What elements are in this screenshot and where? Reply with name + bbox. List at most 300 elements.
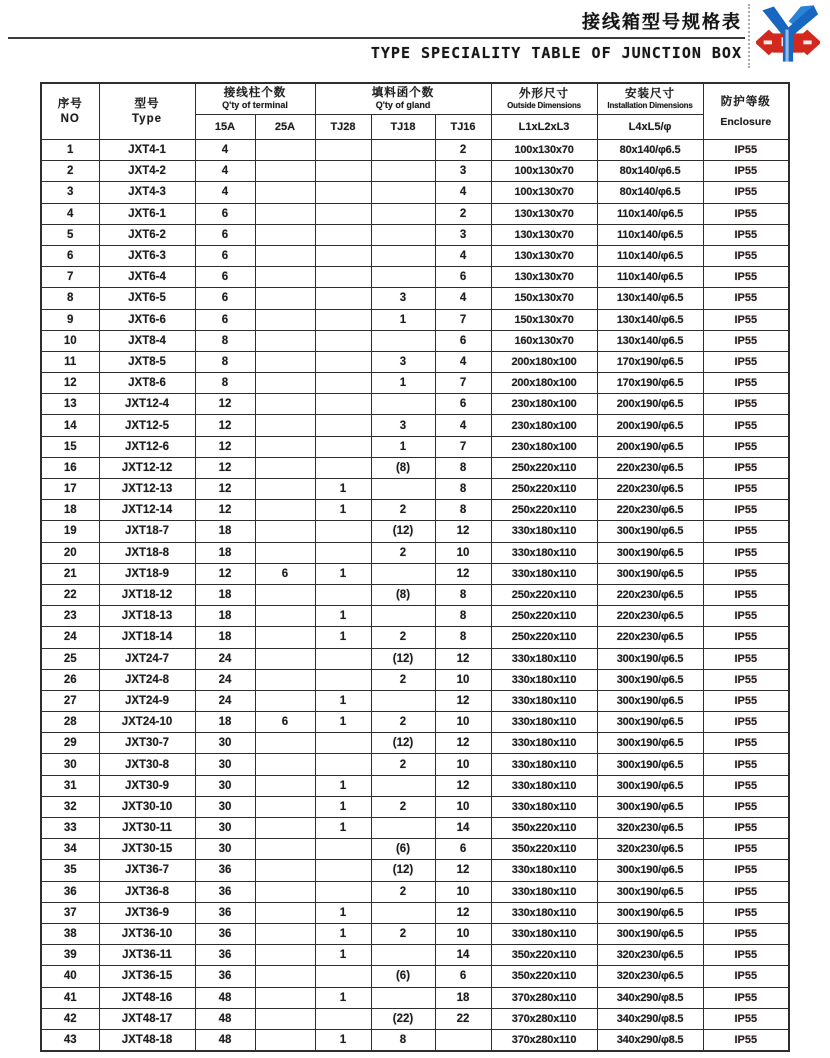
table-row — [41, 161, 789, 182]
table-row — [41, 733, 789, 754]
header-col-25a: 25A — [255, 115, 315, 140]
cell-outside-dim: 130x130x70 — [491, 203, 597, 224]
table-body — [41, 140, 789, 1052]
cell-install-dim: 220x230/φ6.5 — [597, 500, 703, 521]
table-row — [41, 563, 789, 584]
cell-15a: 36 — [195, 945, 255, 966]
cell-no: 9 — [41, 309, 99, 330]
cell-install-dim: 300x190/φ6.5 — [597, 648, 703, 669]
cell-install-dim: 110x140/φ6.5 — [597, 203, 703, 224]
cell-tj16: 12 — [435, 690, 491, 711]
cell-tj16: 18 — [435, 987, 491, 1008]
cell-enclosure: IP55 — [703, 415, 789, 436]
cell-15a: 8 — [195, 351, 255, 372]
cell-no: 19 — [41, 521, 99, 542]
cell-15a: 6 — [195, 288, 255, 309]
cell-enclosure: IP55 — [703, 267, 789, 288]
cell-25a: 6 — [255, 712, 315, 733]
cell-25a — [255, 479, 315, 500]
cell-enclosure: IP55 — [703, 182, 789, 203]
cell-tj16: 8 — [435, 627, 491, 648]
cell-install-dim: 130x140/φ6.5 — [597, 330, 703, 351]
cell-enclosure: IP55 — [703, 584, 789, 605]
cell-outside-dim: 330x180x110 — [491, 881, 597, 902]
cell-tj18 — [371, 161, 435, 182]
header-outside-en: Outside Dimensions — [507, 101, 581, 111]
cell-tj28 — [315, 966, 371, 987]
cell-enclosure: IP55 — [703, 902, 789, 923]
cell-tj18 — [371, 224, 435, 245]
cell-15a: 18 — [195, 521, 255, 542]
cell-type: JXT30-10 — [99, 796, 195, 817]
cell-no: 40 — [41, 966, 99, 987]
cell-enclosure: IP55 — [703, 754, 789, 775]
cell-outside-dim: 330x180x110 — [491, 775, 597, 796]
table-row — [41, 966, 789, 987]
cell-tj16: 3 — [435, 224, 491, 245]
cell-type: JXT6-1 — [99, 203, 195, 224]
cell-outside-dim: 230x180x100 — [491, 415, 597, 436]
cell-install-dim: 300x190/φ6.5 — [597, 690, 703, 711]
table-row — [41, 627, 789, 648]
table-row — [41, 584, 789, 605]
cell-outside-dim: 330x180x110 — [491, 521, 597, 542]
cell-tj16: 12 — [435, 860, 491, 881]
cell-outside-dim: 370x280x110 — [491, 987, 597, 1008]
cell-no: 14 — [41, 415, 99, 436]
cell-tj16: 10 — [435, 796, 491, 817]
table-row — [41, 839, 789, 860]
cell-tj18 — [371, 606, 435, 627]
cell-25a — [255, 690, 315, 711]
header-enclosure — [703, 83, 789, 140]
cell-install-dim: 220x230/φ6.5 — [597, 627, 703, 648]
cell-outside-dim: 150x130x70 — [491, 288, 597, 309]
cell-enclosure: IP55 — [703, 542, 789, 563]
header-outside-sub: L1xL2xL3 — [491, 115, 597, 140]
cell-outside-dim: 200x180x100 — [491, 351, 597, 372]
cell-tj16: 2 — [435, 203, 491, 224]
cell-enclosure: IP55 — [703, 1008, 789, 1029]
cell-no: 21 — [41, 563, 99, 584]
cell-type: JXT12-5 — [99, 415, 195, 436]
cell-15a: 8 — [195, 330, 255, 351]
cell-tj18 — [371, 182, 435, 203]
cell-25a — [255, 923, 315, 944]
cell-25a — [255, 1008, 315, 1029]
cell-type: JXT36-7 — [99, 860, 195, 881]
cell-15a: 6 — [195, 203, 255, 224]
cell-tj28 — [315, 351, 371, 372]
cell-enclosure: IP55 — [703, 881, 789, 902]
table-row — [41, 373, 789, 394]
cell-tj28 — [315, 245, 371, 266]
header-install-sub: L4xL5/φ — [597, 115, 703, 140]
cell-15a: 6 — [195, 224, 255, 245]
cell-enclosure: IP55 — [703, 479, 789, 500]
cell-no: 20 — [41, 542, 99, 563]
cell-outside-dim: 350x220x110 — [491, 966, 597, 987]
cell-tj16: 4 — [435, 415, 491, 436]
header-gland-group — [315, 83, 491, 115]
cell-enclosure: IP55 — [703, 457, 789, 478]
cell-25a — [255, 669, 315, 690]
cell-install-dim: 300x190/φ6.5 — [597, 775, 703, 796]
cell-no: 26 — [41, 669, 99, 690]
cell-tj18: 2 — [371, 500, 435, 521]
cell-tj18: 1 — [371, 373, 435, 394]
cell-install-dim: 220x230/φ6.5 — [597, 479, 703, 500]
cell-tj16: 8 — [435, 500, 491, 521]
cell-25a — [255, 203, 315, 224]
cell-tj16: 6 — [435, 394, 491, 415]
table-row — [41, 500, 789, 521]
table-row — [41, 1029, 789, 1051]
cell-no: 32 — [41, 796, 99, 817]
cell-tj28: 1 — [315, 627, 371, 648]
cell-no: 22 — [41, 584, 99, 605]
cell-tj28: 1 — [315, 712, 371, 733]
cell-no: 2 — [41, 161, 99, 182]
cell-install-dim: 300x190/φ6.5 — [597, 669, 703, 690]
cell-no: 23 — [41, 606, 99, 627]
cell-tj16: 10 — [435, 542, 491, 563]
cell-outside-dim: 330x180x110 — [491, 690, 597, 711]
cell-15a: 48 — [195, 1029, 255, 1051]
cell-tj16: 12 — [435, 902, 491, 923]
cell-enclosure: IP55 — [703, 245, 789, 266]
cell-tj18 — [371, 479, 435, 500]
company-logo-graphic — [756, 4, 820, 68]
cell-tj16: 7 — [435, 436, 491, 457]
cell-15a: 6 — [195, 245, 255, 266]
cell-tj28: 1 — [315, 796, 371, 817]
header-terminal-group — [195, 83, 315, 115]
cell-tj18 — [371, 394, 435, 415]
cell-tj28: 1 — [315, 479, 371, 500]
table-row — [41, 330, 789, 351]
cell-tj18: (6) — [371, 839, 435, 860]
cell-no: 11 — [41, 351, 99, 372]
cell-tj18 — [371, 203, 435, 224]
cell-15a: 36 — [195, 881, 255, 902]
cell-enclosure: IP55 — [703, 796, 789, 817]
cell-15a: 12 — [195, 394, 255, 415]
cell-type: JXT24-8 — [99, 669, 195, 690]
cell-install-dim: 200x190/φ6.5 — [597, 415, 703, 436]
cell-outside-dim: 130x130x70 — [491, 245, 597, 266]
cell-25a — [255, 606, 315, 627]
table-row — [41, 818, 789, 839]
cell-type: JXT30-11 — [99, 818, 195, 839]
cell-no: 38 — [41, 923, 99, 944]
cell-tj18 — [371, 330, 435, 351]
cell-tj16: 10 — [435, 754, 491, 775]
cell-tj18: 3 — [371, 351, 435, 372]
cell-25a — [255, 902, 315, 923]
cell-install-dim: 170x190/φ6.5 — [597, 351, 703, 372]
cell-type: JXT18-8 — [99, 542, 195, 563]
cell-no: 12 — [41, 373, 99, 394]
cell-install-dim: 220x230/φ6.5 — [597, 606, 703, 627]
cell-install-dim: 300x190/φ6.5 — [597, 902, 703, 923]
cell-tj16: 6 — [435, 966, 491, 987]
cell-enclosure: IP55 — [703, 775, 789, 796]
cell-enclosure: IP55 — [703, 373, 789, 394]
cell-tj18 — [371, 902, 435, 923]
cell-no: 6 — [41, 245, 99, 266]
cell-install-dim: 130x140/φ6.5 — [597, 309, 703, 330]
cell-type: JXT8-6 — [99, 373, 195, 394]
cell-enclosure: IP55 — [703, 733, 789, 754]
header-col-tj16: TJ16 — [435, 115, 491, 140]
cell-outside-dim: 250x220x110 — [491, 584, 597, 605]
cell-25a — [255, 309, 315, 330]
cell-15a: 30 — [195, 839, 255, 860]
cell-tj18 — [371, 245, 435, 266]
header-col-tj28: TJ28 — [315, 115, 371, 140]
cell-tj18: (6) — [371, 966, 435, 987]
logo-divider — [748, 4, 750, 68]
cell-15a: 18 — [195, 584, 255, 605]
cell-tj28 — [315, 542, 371, 563]
cell-25a — [255, 436, 315, 457]
cell-outside-dim: 250x220x110 — [491, 479, 597, 500]
cell-outside-dim: 370x280x110 — [491, 1008, 597, 1029]
table-row — [41, 521, 789, 542]
table-row — [41, 945, 789, 966]
header-outside-group — [491, 83, 597, 115]
cell-no: 39 — [41, 945, 99, 966]
cell-install-dim: 300x190/φ6.5 — [597, 754, 703, 775]
cell-enclosure: IP55 — [703, 712, 789, 733]
cell-type: JXT36-8 — [99, 881, 195, 902]
header-col-tj18: TJ18 — [371, 115, 435, 140]
cell-install-dim: 110x140/φ6.5 — [597, 267, 703, 288]
cell-type: JXT30-8 — [99, 754, 195, 775]
cell-tj18: (12) — [371, 733, 435, 754]
junction-box-spec-table — [40, 82, 790, 1052]
cell-tj16: 8 — [435, 479, 491, 500]
cell-outside-dim: 200x180x100 — [491, 373, 597, 394]
cell-outside-dim: 230x180x100 — [491, 436, 597, 457]
header-terminal-cn: 接线柱个数 — [223, 87, 287, 100]
cell-tj16: 10 — [435, 881, 491, 902]
header-type-en: Type — [132, 112, 162, 125]
cell-tj28: 1 — [315, 945, 371, 966]
cell-type: JXT30-9 — [99, 775, 195, 796]
cell-tj28 — [315, 584, 371, 605]
cell-type: JXT6-6 — [99, 309, 195, 330]
cell-install-dim: 320x230/φ6.5 — [597, 839, 703, 860]
cell-no: 25 — [41, 648, 99, 669]
cell-tj28 — [315, 436, 371, 457]
cell-outside-dim: 330x180x110 — [491, 733, 597, 754]
cell-install-dim: 300x190/φ6.5 — [597, 712, 703, 733]
cell-15a: 18 — [195, 627, 255, 648]
cell-enclosure: IP55 — [703, 839, 789, 860]
header-col-15a: 15A — [195, 115, 255, 140]
cell-install-dim: 110x140/φ6.5 — [597, 245, 703, 266]
cell-type: JXT12-13 — [99, 479, 195, 500]
cell-15a: 6 — [195, 309, 255, 330]
cell-no: 16 — [41, 457, 99, 478]
cell-25a — [255, 351, 315, 372]
cell-install-dim: 80x140/φ6.5 — [597, 140, 703, 161]
cell-no: 27 — [41, 690, 99, 711]
table-row — [41, 288, 789, 309]
table-row — [41, 1008, 789, 1029]
cell-25a — [255, 415, 315, 436]
cell-tj28: 1 — [315, 923, 371, 944]
cell-type: JXT6-2 — [99, 224, 195, 245]
cell-no: 33 — [41, 818, 99, 839]
cell-15a: 36 — [195, 860, 255, 881]
cell-tj28 — [315, 224, 371, 245]
table-row — [41, 457, 789, 478]
cell-enclosure: IP55 — [703, 1029, 789, 1051]
cell-type: JXT18-9 — [99, 563, 195, 584]
cell-25a — [255, 945, 315, 966]
cell-type: JXT12-4 — [99, 394, 195, 415]
cell-outside-dim: 350x220x110 — [491, 945, 597, 966]
cell-outside-dim: 330x180x110 — [491, 860, 597, 881]
cell-type: JXT18-12 — [99, 584, 195, 605]
cell-install-dim: 300x190/φ6.5 — [597, 733, 703, 754]
cell-25a — [255, 224, 315, 245]
cell-25a — [255, 245, 315, 266]
cell-install-dim: 320x230/φ6.5 — [597, 818, 703, 839]
cell-tj16: 7 — [435, 309, 491, 330]
cell-tj28 — [315, 288, 371, 309]
cell-15a: 36 — [195, 902, 255, 923]
cell-enclosure: IP55 — [703, 521, 789, 542]
cell-15a: 24 — [195, 669, 255, 690]
cell-enclosure: IP55 — [703, 436, 789, 457]
table-row — [41, 606, 789, 627]
cell-tj16: 12 — [435, 521, 491, 542]
cell-tj28 — [315, 203, 371, 224]
cell-tj18: 3 — [371, 415, 435, 436]
cell-25a — [255, 648, 315, 669]
cell-25a — [255, 457, 315, 478]
cell-install-dim: 340x290/φ8.5 — [597, 1008, 703, 1029]
cell-type: JXT18-14 — [99, 627, 195, 648]
cell-tj28: 1 — [315, 987, 371, 1008]
table-row — [41, 775, 789, 796]
cell-tj28: 1 — [315, 563, 371, 584]
cell-no: 1 — [41, 140, 99, 161]
cell-tj16: 22 — [435, 1008, 491, 1029]
table-row — [41, 245, 789, 266]
cell-tj28 — [315, 140, 371, 161]
cell-15a: 36 — [195, 966, 255, 987]
cell-tj18: (12) — [371, 521, 435, 542]
cell-tj28 — [315, 415, 371, 436]
cell-tj16: 2 — [435, 140, 491, 161]
cell-tj16: 3 — [435, 161, 491, 182]
cell-tj18: 2 — [371, 542, 435, 563]
cell-25a — [255, 288, 315, 309]
cell-type: JXT18-13 — [99, 606, 195, 627]
table-row — [41, 394, 789, 415]
cell-tj18 — [371, 945, 435, 966]
cell-tj18 — [371, 818, 435, 839]
cell-tj16: 7 — [435, 373, 491, 394]
cell-enclosure: IP55 — [703, 860, 789, 881]
table-row — [41, 669, 789, 690]
cell-enclosure: IP55 — [703, 161, 789, 182]
cell-25a — [255, 267, 315, 288]
cell-type: JXT30-15 — [99, 839, 195, 860]
cell-tj16: 6 — [435, 267, 491, 288]
cell-type: JXT8-4 — [99, 330, 195, 351]
cell-tj16: 10 — [435, 669, 491, 690]
cell-enclosure: IP55 — [703, 224, 789, 245]
cell-no: 41 — [41, 987, 99, 1008]
cell-enclosure: IP55 — [703, 288, 789, 309]
table-row — [41, 479, 789, 500]
cell-outside-dim: 370x280x110 — [491, 1029, 597, 1051]
table-row — [41, 182, 789, 203]
cell-enclosure: IP55 — [703, 309, 789, 330]
cell-tj18: (12) — [371, 648, 435, 669]
cell-enclosure: IP55 — [703, 690, 789, 711]
cell-tj28: 1 — [315, 775, 371, 796]
cell-tj16: 12 — [435, 563, 491, 584]
cell-15a: 48 — [195, 987, 255, 1008]
cell-enclosure: IP55 — [703, 606, 789, 627]
cell-tj16: 6 — [435, 839, 491, 860]
cell-type: JXT4-3 — [99, 182, 195, 203]
cell-outside-dim: 330x180x110 — [491, 563, 597, 584]
header-install-group — [597, 83, 703, 115]
cell-25a — [255, 521, 315, 542]
cell-tj28: 1 — [315, 606, 371, 627]
cell-25a — [255, 1029, 315, 1051]
cell-tj28 — [315, 330, 371, 351]
cell-install-dim: 200x190/φ6.5 — [597, 436, 703, 457]
cell-install-dim: 110x140/φ6.5 — [597, 224, 703, 245]
cell-outside-dim: 330x180x110 — [491, 754, 597, 775]
cell-outside-dim: 330x180x110 — [491, 669, 597, 690]
table-row — [41, 987, 789, 1008]
cell-tj18: 3 — [371, 288, 435, 309]
cell-install-dim: 170x190/φ6.5 — [597, 373, 703, 394]
cell-install-dim: 300x190/φ6.5 — [597, 860, 703, 881]
table-row — [41, 140, 789, 161]
cell-outside-dim: 330x180x110 — [491, 542, 597, 563]
cell-tj18 — [371, 267, 435, 288]
header-gland-cn: 填料函个数 — [371, 87, 435, 100]
cell-25a — [255, 966, 315, 987]
cell-type: JXT36-15 — [99, 966, 195, 987]
cell-15a: 36 — [195, 923, 255, 944]
table-row — [41, 203, 789, 224]
cell-tj18: (12) — [371, 860, 435, 881]
cell-tj18 — [371, 563, 435, 584]
cell-install-dim: 320x230/φ6.5 — [597, 966, 703, 987]
cell-25a — [255, 775, 315, 796]
cell-type: JXT8-5 — [99, 351, 195, 372]
cell-outside-dim: 330x180x110 — [491, 648, 597, 669]
cell-25a — [255, 839, 315, 860]
table-row — [41, 796, 789, 817]
cell-25a — [255, 881, 315, 902]
table-row — [41, 351, 789, 372]
header-terminal-en: Q'ty of terminal — [222, 100, 288, 111]
cell-outside-dim: 350x220x110 — [491, 818, 597, 839]
